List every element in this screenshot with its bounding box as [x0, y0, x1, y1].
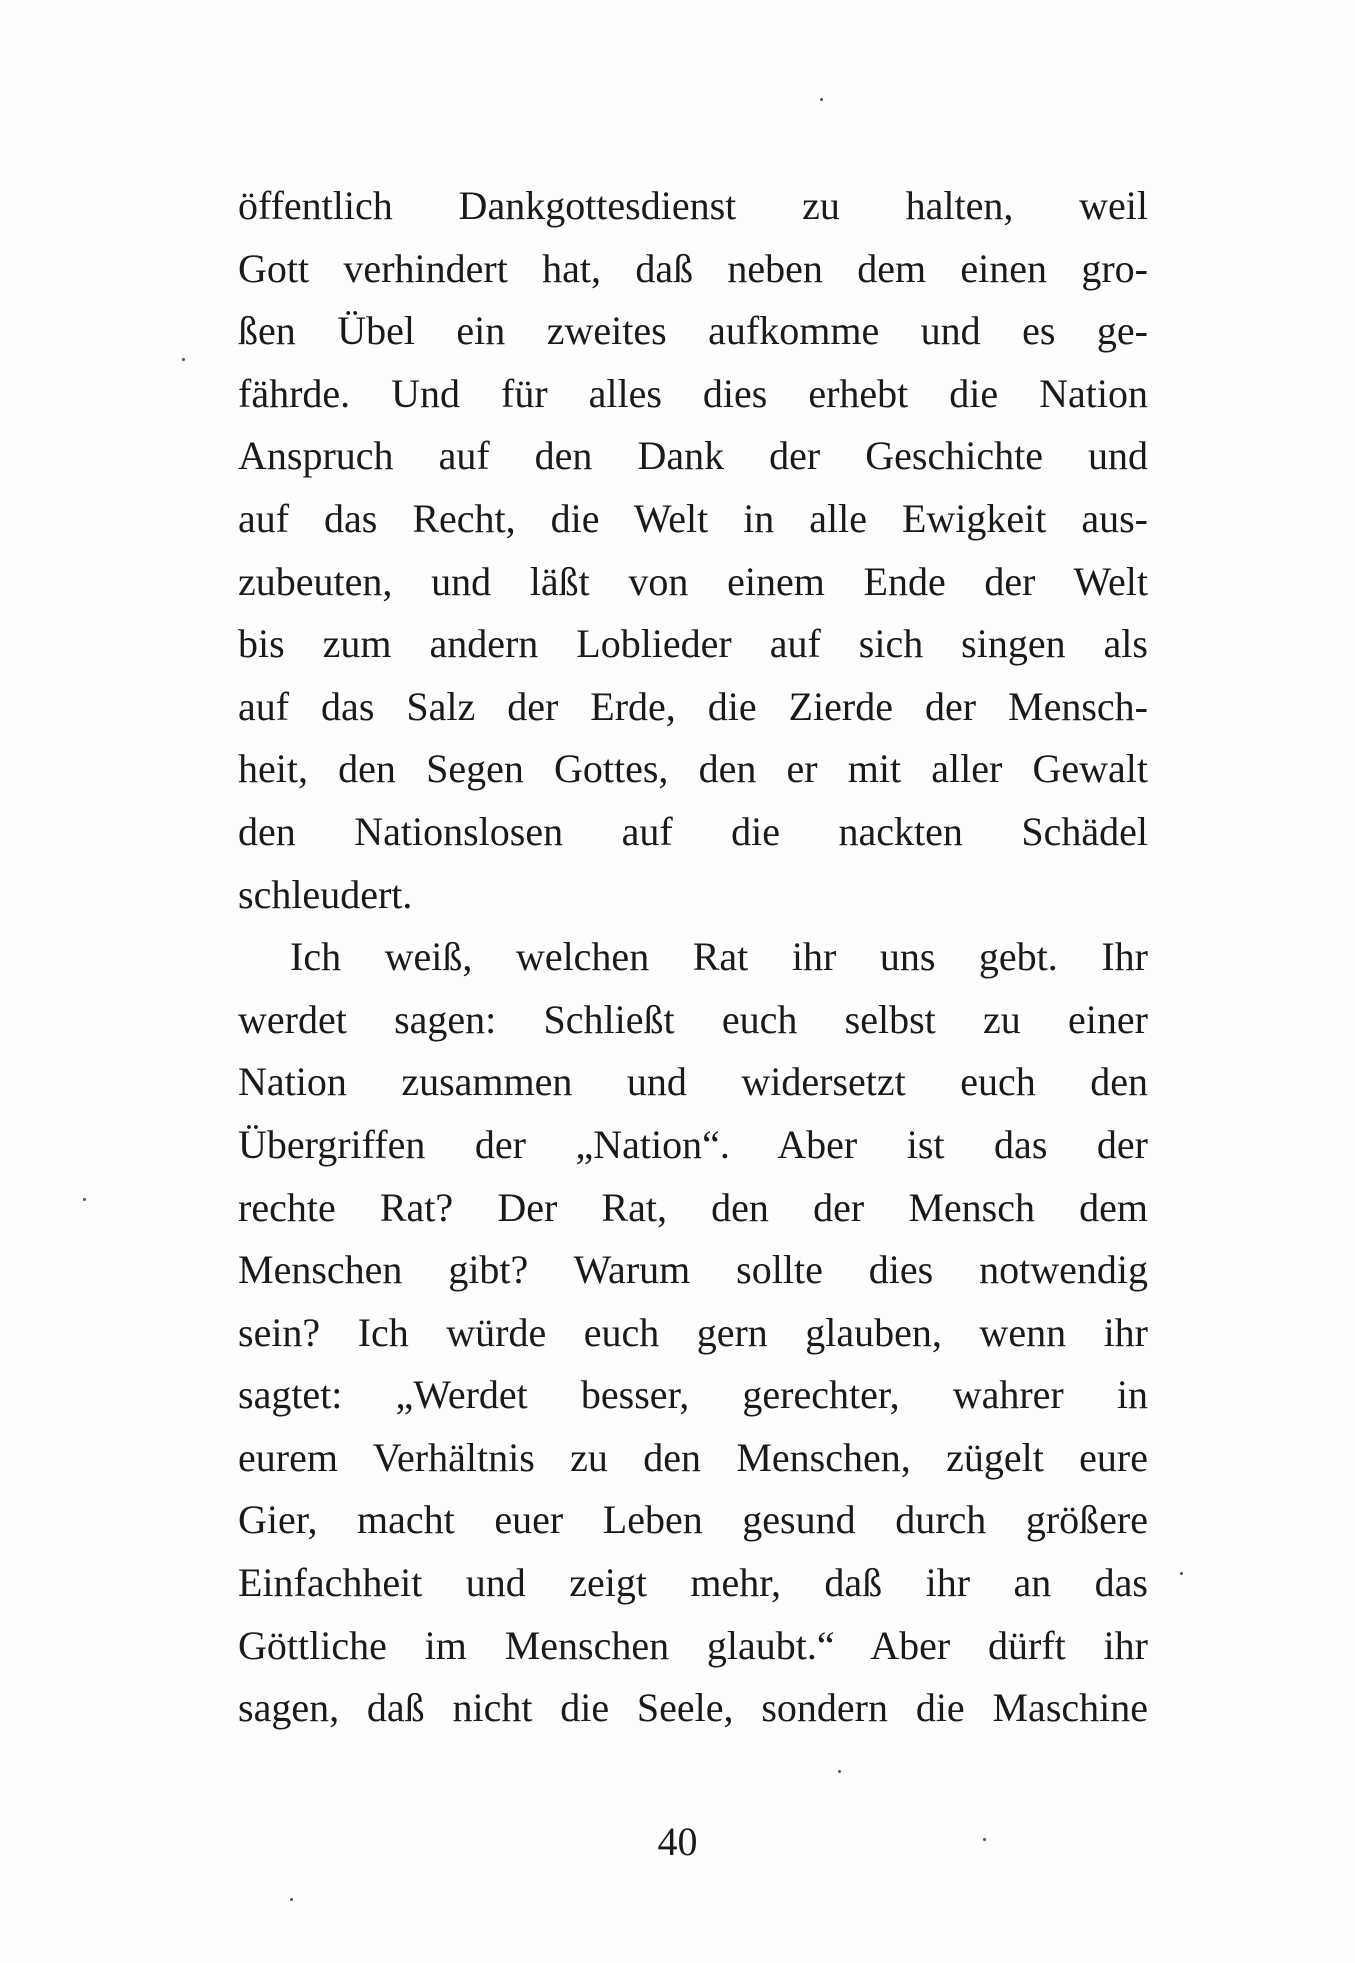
paper-speck [182, 358, 185, 361]
text-line: ßen Übel ein zweites aufkomme und es ge- [238, 308, 1148, 354]
paper-speck [290, 1898, 293, 1901]
text-line: werdet sagen: Schließt euch selbst zu einer [238, 996, 1148, 1042]
paper-speck [983, 1838, 986, 1841]
text-line: auf das Recht, die Welt in alle Ewigkeit aus- [238, 495, 1148, 541]
paper-speck [1180, 1572, 1183, 1575]
text-line: Ich weiß, welchen Rat ihr uns gebt. Ihr [290, 934, 1148, 980]
text-line: Göttliche im Menschen glaubt.“ Aber dürft ihr [238, 1622, 1148, 1668]
body-text [238, 175, 1148, 1740]
text-line: Gier, macht euer Leben gesund durch größere [238, 1497, 1148, 1543]
page-number: 40 [657, 1819, 698, 1864]
text-line: zubeuten, und läßt von einem Ende der Welt [238, 558, 1148, 604]
text-line: Menschen gibt? Warum sollte dies notwendig [238, 1247, 1148, 1293]
text-line: Gott verhindert hat, daß neben dem einen gro- [238, 245, 1148, 291]
text-line: sagtet: „Werdet besser, gerechter, wahrer in [238, 1372, 1148, 1418]
text-line: Einfachheit und zeigt mehr, daß ihr an das [238, 1560, 1148, 1606]
text-line: den Nationslosen auf die nackten Schädel [238, 808, 1148, 854]
text-line: schleudert. [238, 871, 413, 917]
text-line: bis zum andern Loblieder auf sich singen als [238, 621, 1148, 667]
text-line: sagen, daß nicht die Seele, sondern die Maschine [238, 1685, 1148, 1731]
text-line: heit, den Segen Gottes, den er mit aller Gewalt [238, 746, 1148, 792]
text-line: Nation zusammen und widersetzt euch den [238, 1059, 1148, 1105]
text-line: eurem Verhältnis zu den Menschen, zügelt eure [238, 1434, 1148, 1480]
text-line: sein? Ich würde euch gern glauben, wenn ihr [238, 1309, 1148, 1355]
text-line: Übergriffen der „Nation“. Aber ist das der [238, 1121, 1148, 1167]
paper-speck [838, 1770, 841, 1773]
text-line: rechte Rat? Der Rat, den der Mensch dem [238, 1184, 1148, 1230]
text-line: Anspruch auf den Dank der Geschichte und [238, 433, 1148, 479]
paper-speck [820, 98, 823, 101]
text-line: öffentlich Dankgottesdienst zu halten, weil [238, 183, 1148, 228]
paper-speck [83, 1198, 86, 1201]
text-line: fährde. Und für alles dies erhebt die Nation [238, 370, 1148, 416]
text-line: auf das Salz der Erde, die Zierde der Mensch- [238, 683, 1148, 729]
